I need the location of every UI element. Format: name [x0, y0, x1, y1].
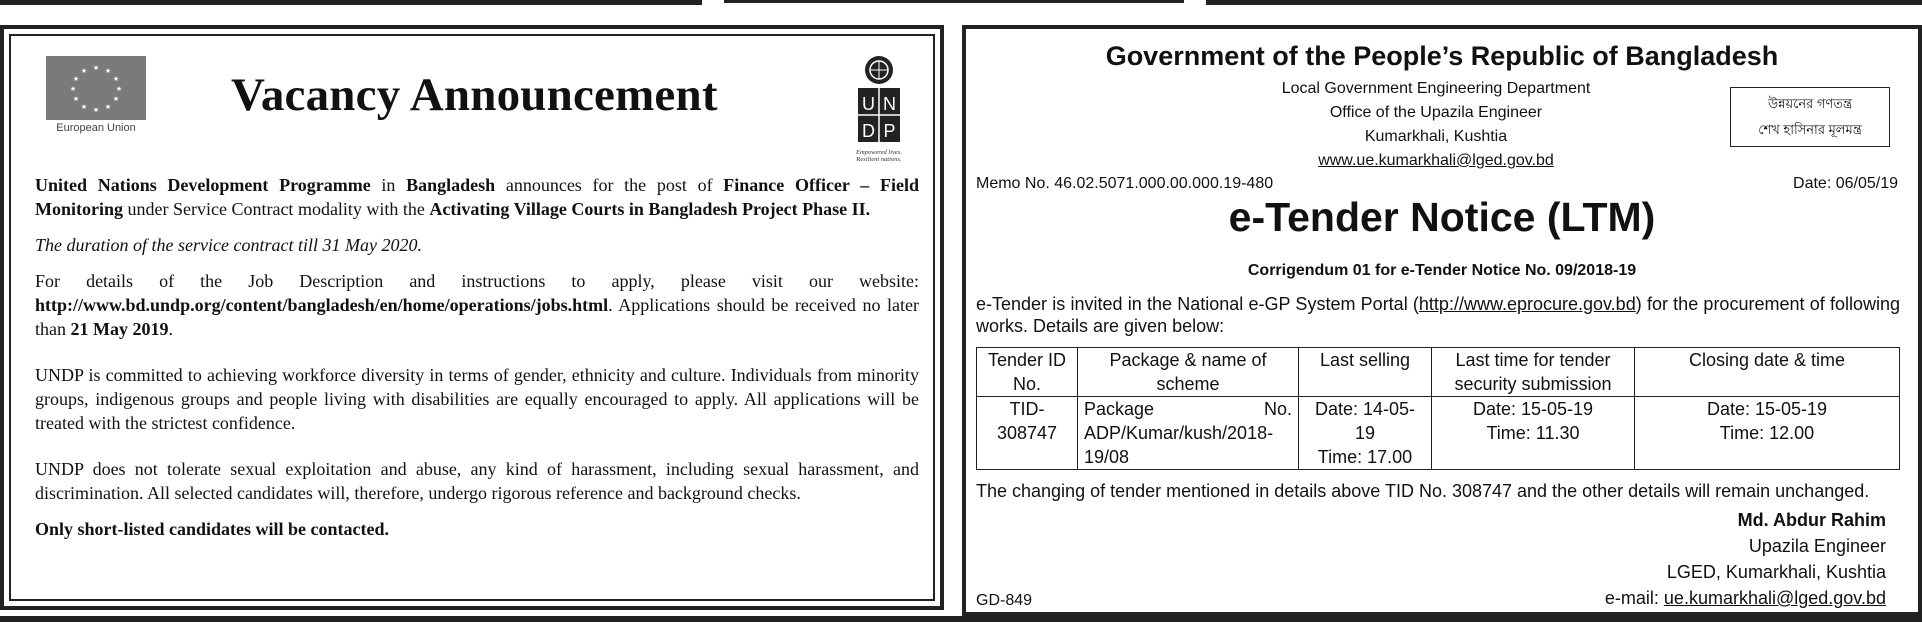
- vacancy-title: Vacancy Announcement: [231, 69, 718, 121]
- package-no: No.: [1263, 399, 1292, 419]
- security-time: Time: 11.30: [1486, 423, 1580, 443]
- selling-time: Time: 17.00: [1317, 447, 1413, 467]
- motto-line-2: শেখ হাসিনার মূলমন্ত্র: [1758, 122, 1862, 137]
- apply-end: .: [168, 319, 173, 339]
- vacancy-body: [35, 173, 919, 541]
- memo-number: Memo No. 46.02.5071.000.00.000.19-480: [976, 175, 1274, 192]
- office-name: Office of the Upazila Engineer: [1329, 104, 1543, 121]
- notice-date: Date: 06/05/19: [1793, 175, 1898, 192]
- undp-letter-n: N: [883, 94, 896, 114]
- vacancy-inner-frame: [9, 34, 935, 601]
- email-link[interactable]: ue.kumarkhali@lged.gov.bd: [1663, 588, 1886, 608]
- diversity-paragraph: UNDP is committed to achieving workforce diversity in terms of gender, ethnicity and culture. Individuals from minority groups, indigenous groups and people living with disabilities are equally encouraged to apply. All applications will be treated with the strictest confidence.: [35, 365, 919, 433]
- eu-caption: European Union: [56, 122, 136, 134]
- col-package: Package & name of scheme: [1078, 348, 1299, 397]
- post-title: Finance Officer – Field Monitoring: [35, 175, 919, 219]
- signer-org: LGED, Kumarkhali, Kushtia: [1666, 562, 1886, 582]
- government-heading: Government of the People’s Republic of Bangladesh: [1105, 41, 1779, 71]
- package-line: [1084, 397, 1292, 421]
- svg-text:★: ★: [112, 75, 120, 83]
- vacancy-announcement: [0, 25, 944, 610]
- gd-number: GD-849: [976, 592, 1033, 609]
- undp-letter-d: D: [862, 121, 875, 141]
- package-code: ADP/Kumar/kush/2018-19/08: [1084, 423, 1274, 467]
- closing-time: Time: 12.00: [1719, 423, 1815, 443]
- website-link[interactable]: www.ue.kumarkhali@lged.gov.bd: [1318, 152, 1554, 169]
- website-line: [1146, 149, 1726, 173]
- vacancy-intro-paragraph: [35, 173, 919, 221]
- bottom-edge-strip: [0, 616, 1922, 622]
- apply-pre: For details of the Job Description and instructions to apply, please visit our website:: [35, 271, 919, 291]
- cell-last-selling: [1299, 397, 1432, 470]
- top-edge-strip-left: [0, 0, 702, 5]
- table-header-row: [977, 348, 1900, 397]
- svg-text:★: ★: [92, 64, 100, 72]
- department-name: Local Government Engineering Department: [1281, 80, 1591, 97]
- eu-flag-logo: [46, 56, 146, 120]
- duration-text: The duration of the service contract till 31 May 2020.: [35, 235, 422, 255]
- cell-security: [1432, 397, 1635, 470]
- motto-line-1: উন্নয়নের গণতন্ত্র: [1767, 96, 1853, 111]
- application-deadline: 21 May 2019: [70, 319, 169, 339]
- col-security-submission: Last time for tender security submission: [1432, 348, 1635, 397]
- svg-text:★: ★: [115, 85, 123, 93]
- table-row: [977, 397, 1900, 470]
- org-name: United Nations Development Programme: [35, 175, 371, 195]
- harassment-paragraph: UNDP does not tolerate sexual exploitation and abuse, any kind of harassment, including sexual harassment, and discrimination. All selected candidates will, therefore, undergo rigorous reference and background checks.: [35, 459, 919, 503]
- motto-box: [1730, 87, 1890, 147]
- etender-title: e-Tender Notice (LTM): [1228, 194, 1656, 240]
- svg-text:★: ★: [104, 67, 112, 75]
- svg-text:★: ★: [72, 75, 80, 83]
- undp-emblem-icon: [857, 54, 901, 144]
- text-in: in: [370, 175, 407, 195]
- undp-tagline-line-1: Empowered lives.: [856, 149, 902, 156]
- package-word: Package: [1084, 399, 1155, 419]
- apply-mid: . Applications should be received no later than: [35, 295, 919, 339]
- security-date: Date: 15-05-19: [1472, 399, 1594, 419]
- svg-text:★: ★: [72, 95, 80, 103]
- closing-date: Date: 15-05-19: [1706, 399, 1828, 419]
- top-edge-strip-mid: [724, 0, 1184, 3]
- undp-letter-p: P: [883, 121, 896, 141]
- tender-intro: [976, 293, 1900, 337]
- undp-logo: [857, 54, 901, 144]
- svg-text:★: ★: [80, 67, 88, 75]
- top-edge-strip-right: [1206, 0, 1922, 5]
- undp-tagline: [849, 149, 909, 163]
- intro-post: ) for the procurement of following works. Details are given below:: [976, 294, 1900, 336]
- email-label: e-mail:: [1604, 588, 1664, 608]
- signature-block: [1605, 507, 1886, 611]
- contract-duration: [35, 233, 919, 257]
- undp-tagline-line-2: Resilient nations.: [856, 156, 902, 163]
- col-last-selling: Last selling: [1299, 348, 1432, 397]
- corrigendum-line: Corrigendum 01 for e-Tender Notice No. 09/2018-19: [1247, 262, 1637, 279]
- cell-tender-id: TID-308747: [977, 397, 1078, 470]
- svg-text:★: ★: [80, 103, 88, 111]
- tender-table: [976, 347, 1900, 470]
- shortlist-note: Only short-listed candidates will be contacted.: [35, 519, 389, 539]
- cell-package: [1078, 397, 1299, 470]
- selling-date: Date: 14-05-19: [1314, 399, 1416, 443]
- text-under: under Service Contract modality with the: [123, 199, 430, 219]
- signer-title: Upazila Engineer: [1748, 536, 1886, 556]
- intro-pre: e-Tender is invited in the National e-GP System Portal (: [976, 294, 1419, 314]
- signer-email-line: [1605, 585, 1886, 611]
- svg-text:★: ★: [104, 103, 112, 111]
- apply-paragraph: [35, 269, 919, 341]
- eu-stars-icon: [46, 56, 146, 120]
- signer-name: Md. Abdur Rahim: [1737, 510, 1886, 530]
- project-name: Activating Village Courts in Bangladesh Project Phase II.: [429, 199, 871, 219]
- svg-text:★: ★: [69, 85, 77, 93]
- svg-text:★: ★: [92, 106, 100, 114]
- col-tender-id: Tender ID No.: [977, 348, 1078, 397]
- text-announces: announces for the post of: [495, 175, 724, 195]
- egp-portal-link[interactable]: http://www.eprocure.gov.bd: [1418, 294, 1636, 314]
- change-note: The changing of tender mentioned in details above TID No. 308747 and the other details will remain unchanged.: [976, 481, 1870, 501]
- tender-notice: [962, 25, 1922, 616]
- office-location: Kumarkhali, Kushtia: [1364, 128, 1508, 145]
- col-closing: Closing date & time: [1635, 348, 1900, 397]
- jobs-url-link[interactable]: http://www.bd.undp.org/content/bangladesh/en/home/operations/jobs.html: [35, 295, 609, 315]
- country-name: Bangladesh: [406, 175, 496, 195]
- svg-text:★: ★: [112, 95, 120, 103]
- cell-closing: [1635, 397, 1900, 470]
- undp-letter-u: U: [862, 94, 875, 114]
